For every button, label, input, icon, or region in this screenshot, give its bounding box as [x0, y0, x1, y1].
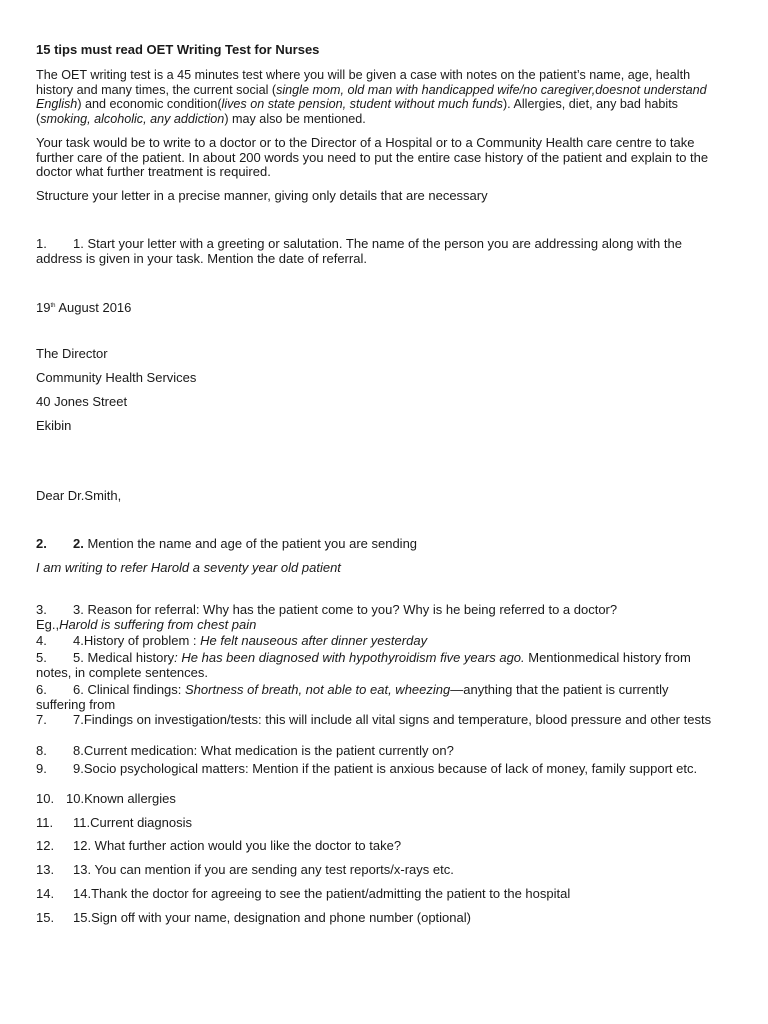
example-text: I am writing to refer Harold a seventy year old patient: [36, 560, 341, 575]
tip-number: 3.: [36, 602, 47, 617]
intro-italic-economic: lives on state pension, student without much funds: [221, 97, 503, 111]
tip-text: 13. You can mention if you are sending any test reports/x-rays etc.: [73, 862, 454, 877]
tip-4: [36, 634, 716, 649]
tip-number: 5.: [36, 650, 47, 665]
tip-text: 3. Reason for referral: Why has the patient come to you? Why is he being referred to a doctor?: [73, 602, 618, 617]
tip-1: [36, 237, 716, 266]
letter-date: [36, 299, 716, 316]
tip-number: 12.: [36, 838, 55, 853]
intro-text: ) and economic condition(: [77, 97, 222, 111]
document-title: 15 tips must read OET Writing Test for Nurses: [36, 42, 320, 57]
tip-text: 4.History of problem :: [73, 633, 201, 648]
tip-text: 9.Socio psychological matters: Mention if the patient is anxious because of lack of money, family support etc.: [73, 761, 698, 776]
tip-number: 11.: [36, 815, 54, 830]
address-line: The Director: [36, 346, 108, 361]
tip-number: 14.: [36, 886, 55, 901]
tip-bold-number: 2.: [73, 536, 84, 551]
tip-number: 6.: [36, 682, 47, 697]
tip-text: 6. Clinical findings:: [73, 682, 185, 697]
tip-example: : He has been diagnosed with hypothyroidism five years ago.: [174, 650, 525, 665]
tip-15: [36, 911, 716, 926]
tip-10: [36, 792, 716, 807]
tip-text-rest: Mentionmedical history from notes, in complete sentences.: [36, 650, 691, 680]
tip-text: 8.Current medication: What medication is the patient currently on?: [73, 743, 454, 758]
tip-example: He felt nauseous after dinner yesterday: [200, 633, 428, 648]
date-day: 19: [36, 300, 51, 315]
tip-number: 8.: [36, 743, 47, 758]
tip-text: 11.Current diagnosis: [73, 815, 192, 830]
intro-paragraph-1: [36, 68, 716, 126]
intro-italic-habits: smoking, alcoholic, any addiction: [40, 111, 225, 126]
letter-salutation: Dear Dr.Smith,: [36, 488, 122, 503]
tip-example: Harold is suffering from chest pain: [59, 616, 257, 632]
tip-2-example: [36, 561, 716, 576]
tip-13: [36, 863, 716, 878]
tip-text-rest: —anything that the patient is currently suffering from: [36, 682, 669, 712]
address-line: Community Health Services: [36, 370, 197, 385]
tip-9: [36, 762, 716, 777]
tip-text: 10.Known allergies: [66, 791, 176, 806]
tip-text: 7.Findings on investigation/tests: this will include all vital signs and temperature, blood pressure and other tests: [73, 712, 712, 727]
intro-text: ). Allergies, diet, any bad habits (: [36, 97, 678, 126]
tip-text: 14.Thank the doctor for agreeing to see the patient/admitting the patient to the hospital: [73, 886, 571, 901]
address-line: Ekibin: [36, 418, 72, 433]
tip-12: [36, 839, 716, 854]
tip-number: 10.: [36, 791, 55, 806]
tip-text: 15.Sign off with your name, designation and phone number (optional): [73, 910, 471, 925]
tip-eg: Eg.,: [36, 616, 60, 632]
tip-number: 2.: [36, 536, 47, 551]
tip-14: [36, 887, 716, 902]
tip-text: 1. Start your letter with a greeting or salutation. The name of the person you are addressing along with the address is given in your task. Mention the date of referral.: [36, 236, 682, 266]
intro-italic-social: single mom, old man with handicapped wife/no caregiver,doesnot understand English: [36, 82, 707, 111]
tip-number: 15.: [36, 910, 55, 925]
tip-number: 9.: [36, 761, 47, 776]
tip-7: [36, 713, 716, 728]
intro-text: ) may also be mentioned.: [224, 111, 366, 126]
tip-number: 13.: [36, 862, 55, 877]
tip-8: [36, 744, 716, 759]
intro-paragraph-3: Structure your letter in a precise manner, giving only details that are necessary: [36, 188, 488, 203]
tip-text: 5. Medical history: [73, 650, 175, 665]
tip-2: [36, 537, 716, 552]
tip-3: [36, 603, 716, 632]
tip-text: 12. What further action would you like the doctor to take?: [73, 838, 402, 853]
date-suffix: th: [50, 303, 56, 309]
tip-5: [36, 651, 716, 680]
tip-text: Mention the name and age of the patient you are sending: [83, 536, 418, 551]
tip-11: [36, 816, 716, 831]
tip-number: 1.: [36, 236, 47, 251]
tip-number: 7.: [36, 712, 47, 727]
tip-6: [36, 683, 716, 712]
date-month-year: August 2016: [55, 300, 132, 315]
address-line: 40 Jones Street: [36, 394, 128, 409]
tip-number: 4.: [36, 633, 47, 648]
intro-paragraph-2: Your task would be to write to a doctor or to the Director of a Hospital or to a Community Health care centre to take further care of the patient. In about 200 words you need to put the entire case history of the patient and explain to the doctor what further treatment is required.: [36, 135, 709, 179]
intro-text: The OET writing test is a 45 minutes test where you will be given a case with notes on the patient’s name, age, health history and many times, the current social (: [36, 68, 691, 97]
tip-example: Shortness of breath, not able to eat, wheezing: [185, 682, 451, 697]
